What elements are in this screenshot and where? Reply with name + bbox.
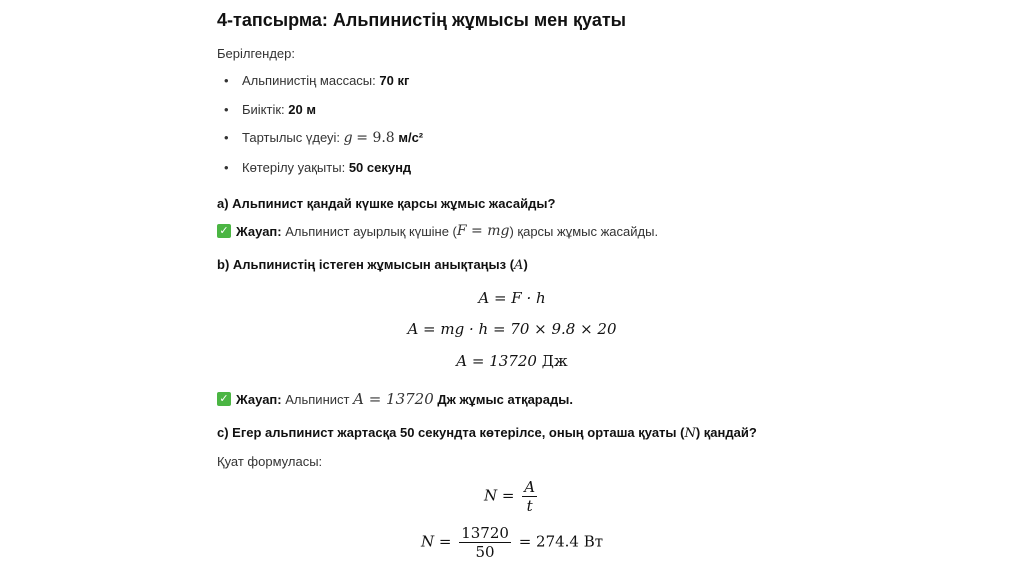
power-formula-label: Қуат формуласы:: [217, 454, 323, 469]
question-a: а) Альпинист қандай күшке қарсы жұмыс жасайды?: [217, 196, 556, 211]
fraction: [522, 478, 537, 515]
fraction-denominator: 50: [475, 543, 495, 561]
given-label: Берілгендер:: [217, 46, 295, 61]
formula-text: A = F · h: [478, 289, 546, 307]
formula-power-result: [0, 524, 1024, 561]
gravity-symbol: g: [343, 130, 353, 146]
answer-formula: A = 13720: [353, 390, 434, 408]
answer-text-post: ) қарсы жұмыс жасайды.: [509, 223, 659, 239]
fraction: [459, 524, 511, 561]
question-text: c) Егер альпинист жартасқа 50 секундта көтерілсе, оның орташа қуаты (: [217, 425, 685, 440]
question-var: N: [684, 426, 696, 441]
formula-work-definition: [0, 289, 1024, 307]
given-item-gravity: [225, 130, 423, 146]
formula-lhs: N =: [483, 486, 515, 505]
formula-text: A = mg · h = 70 × 9.8 × 20: [407, 320, 617, 338]
formula-work-result: [0, 352, 1024, 370]
answer-b: [217, 390, 573, 408]
question-text-end: ) қандай?: [695, 425, 757, 440]
gravity-value: = 9.8: [356, 130, 395, 146]
formula-lhs: N =: [420, 532, 452, 551]
checkmark-icon: ✓: [217, 224, 231, 238]
question-var: A: [514, 258, 524, 273]
question-c: [217, 425, 757, 441]
answer-label: Жауап:: [236, 223, 282, 239]
fraction-numerator: A: [524, 478, 536, 496]
given-item-height: [225, 102, 316, 117]
question-b: [217, 257, 528, 273]
given-item-mass: [225, 73, 409, 88]
given-item-label: Тартылыс үдеуі:: [242, 130, 341, 145]
given-item-label: Альпинистің массасы:: [242, 73, 376, 88]
given-item-value: 20 м: [288, 102, 316, 117]
answer-text-pre: Альпинист: [285, 391, 350, 407]
answer-label: Жауап:: [236, 391, 282, 407]
formula-unit: Дж: [541, 352, 568, 370]
given-item-label: Биіктік:: [242, 102, 285, 117]
formula-work-substitution: [0, 320, 1024, 338]
formula-text: A = 13720: [456, 352, 537, 370]
answer-formula: F = mg: [456, 223, 510, 239]
fraction-numerator: 13720: [461, 524, 509, 542]
question-text: b) Альпинистің істеген жұмысын анықтаңыз (: [217, 257, 515, 272]
answer-a: [217, 223, 658, 239]
question-text-end: ): [523, 257, 528, 272]
given-item-time: [225, 160, 411, 175]
answer-text-pre: Альпинист ауырлық күшіне (: [285, 223, 457, 239]
checkmark-icon: ✓: [217, 392, 231, 406]
given-item-label: Көтерілу уақыты:: [242, 160, 346, 175]
formula-rhs: = 274.4 Вт: [518, 532, 604, 551]
fraction-denominator: t: [526, 497, 533, 515]
given-item-value: м/с²: [398, 130, 424, 145]
given-item-value: 70 кг: [379, 73, 410, 88]
formula-power-definition: [0, 478, 1024, 515]
task-title: 4-тапсырма: Альпинистің жұмысы мен қуаты: [217, 10, 627, 30]
given-item-value: 50 секунд: [348, 160, 412, 175]
answer-text-post: Дж жұмыс атқарады.: [437, 391, 573, 407]
